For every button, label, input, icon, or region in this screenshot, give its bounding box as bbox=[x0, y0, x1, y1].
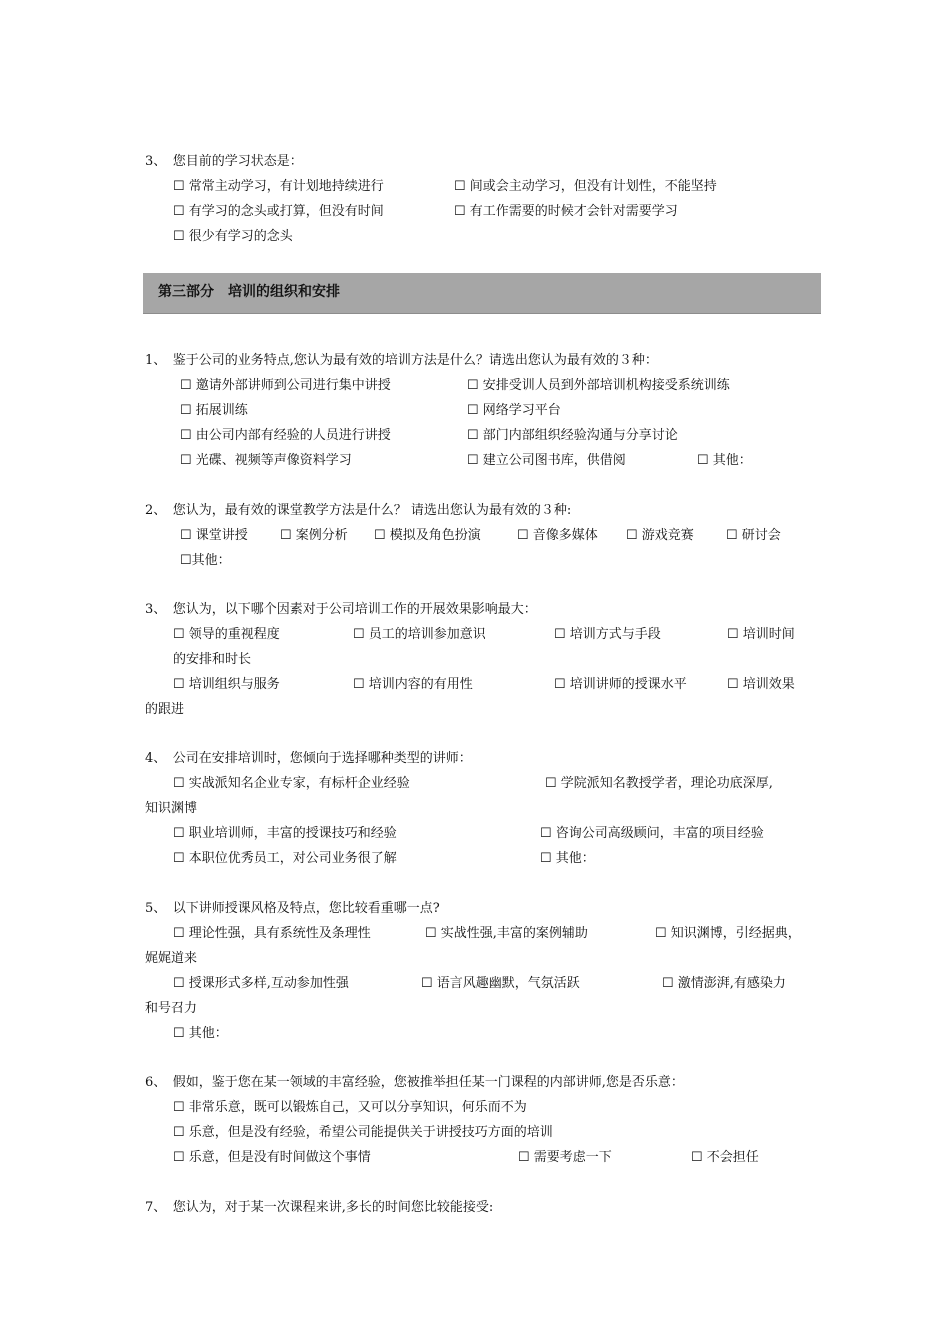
option-checkbox-other[interactable]: ☐ 其他： bbox=[540, 851, 595, 866]
option-checkbox[interactable]: ☐ 邀请外部讲师到公司进行集中讲授 bbox=[180, 378, 391, 393]
option-checkbox[interactable]: ☐ 理论性强，具有系统性及条理性 bbox=[173, 926, 371, 941]
option-checkbox[interactable]: ☐ 实战性强,丰富的案例辅助 bbox=[425, 926, 588, 941]
option-checkbox-other[interactable]: ☐ 其他： bbox=[697, 453, 752, 468]
option-checkbox[interactable]: ☐ 学院派知名教授学者，理论功底深厚, bbox=[545, 776, 773, 791]
option-text-continuation: 娓娓道来 bbox=[145, 951, 198, 966]
option-checkbox[interactable]: ☐ 咨询公司高级顾问，丰富的项目经验 bbox=[540, 826, 764, 841]
option-checkbox[interactable]: ☐ 常常主动学习，有计划地持续进行 bbox=[173, 179, 384, 194]
option-checkbox[interactable]: ☐ 需要考虑一下 bbox=[518, 1150, 612, 1165]
option-checkbox[interactable]: ☐ 知识渊博，引经据典， bbox=[655, 926, 801, 941]
section-header-bar bbox=[143, 273, 821, 314]
option-checkbox[interactable]: ☐ 培训时间 bbox=[727, 627, 795, 642]
option-checkbox[interactable]: ☐ 领导的重视程度 bbox=[173, 627, 280, 642]
option-checkbox[interactable]: ☐ 研讨会 bbox=[726, 528, 781, 543]
option-text-continuation: 和号召力 bbox=[145, 1001, 198, 1016]
option-checkbox[interactable]: ☐ 由公司内部有经验的人员进行讲授 bbox=[180, 428, 391, 443]
option-checkbox[interactable]: ☐ 授课形式多样,互动参加性强 bbox=[173, 976, 349, 991]
question-7-course-duration: 7、 您认为，对于某一次课程来讲,多长的时间您比较能接受: bbox=[145, 1200, 494, 1215]
question-3-study-status: 3、 您目前的学习状态是： bbox=[145, 154, 303, 169]
option-checkbox[interactable]: ☐ 职业培训师，丰富的授课技巧和经验 bbox=[173, 826, 397, 841]
option-checkbox[interactable]: ☐ 实战派知名企业专家，有标杆企业经验 bbox=[173, 776, 410, 791]
option-checkbox[interactable]: ☐ 乐意，但是没有时间做这个事情 bbox=[173, 1150, 371, 1165]
option-checkbox[interactable]: ☐ 间或会主动学习，但没有计划性，不能坚持 bbox=[454, 179, 717, 194]
section-title: 第三部分 培训的组织和安排 bbox=[158, 284, 340, 300]
option-checkbox[interactable]: ☐ 案例分析 bbox=[280, 528, 348, 543]
option-checkbox[interactable]: ☐ 培训方式与手段 bbox=[554, 627, 661, 642]
option-text-continuation: 的安排和时长 bbox=[173, 652, 252, 667]
option-checkbox-other[interactable]: ☐其他： bbox=[180, 553, 231, 568]
question-5-teaching-style: 5、 以下讲师授课风格及特点，您比较看重哪一点? bbox=[145, 901, 440, 916]
option-checkbox[interactable]: ☐ 拓展训练 bbox=[180, 403, 248, 418]
option-checkbox[interactable]: ☐ 培训效果 bbox=[727, 677, 795, 692]
option-checkbox[interactable]: ☐ 模拟及角色扮演 bbox=[374, 528, 481, 543]
question-3-impact-factor: 3、 您认为，以下哪个因素对于公司培训工作的开展效果影响最大： bbox=[145, 602, 537, 617]
option-checkbox[interactable]: ☐ 有工作需要的时候才会针对需要学习 bbox=[454, 204, 678, 219]
option-text-continuation: 知识渊博 bbox=[145, 801, 198, 816]
question-2-teaching-method: 2、 您认为，最有效的课堂教学方法是什么？ 请选出您认为最有效的３种: bbox=[145, 503, 572, 518]
option-checkbox[interactable]: ☐ 安排受训人员到外部培训机构接受系统训练 bbox=[467, 378, 730, 393]
option-checkbox[interactable]: ☐ 非常乐意，既可以锻炼自己，又可以分享知识，何乐而不为 bbox=[173, 1100, 527, 1115]
option-checkbox[interactable]: ☐ 员工的培训参加意识 bbox=[353, 627, 486, 642]
option-checkbox[interactable]: ☐ 培训内容的有用性 bbox=[353, 677, 473, 692]
option-checkbox[interactable]: ☐ 建立公司图书库，供借阅 bbox=[467, 453, 626, 468]
question-1-training-method: 1、 鉴于公司的业务特点,您认为最有效的培训方法是什么？请选出您认为最有效的３种： bbox=[145, 353, 658, 368]
option-text-continuation: 的跟进 bbox=[145, 702, 185, 717]
option-checkbox[interactable]: ☐ 游戏竞赛 bbox=[626, 528, 694, 543]
option-checkbox[interactable]: ☐ 培训讲师的授课水平 bbox=[554, 677, 687, 692]
option-checkbox[interactable]: ☐ 不会担任 bbox=[691, 1150, 759, 1165]
option-checkbox[interactable]: ☐ 激情澎湃,有感染力 bbox=[662, 976, 786, 991]
option-checkbox[interactable]: ☐ 音像多媒体 bbox=[517, 528, 598, 543]
option-checkbox[interactable]: ☐ 部门内部组织经验沟通与分享讨论 bbox=[467, 428, 678, 443]
option-checkbox[interactable]: ☐ 课堂讲授 bbox=[180, 528, 248, 543]
option-checkbox[interactable]: ☐ 网络学习平台 bbox=[467, 403, 561, 418]
option-checkbox[interactable]: ☐ 语言风趣幽默，气氛活跃 bbox=[421, 976, 580, 991]
question-4-trainer-type: 4、 公司在安排培训时，您倾向于选择哪种类型的讲师： bbox=[145, 751, 472, 766]
option-checkbox[interactable]: ☐ 很少有学习的念头 bbox=[173, 229, 293, 244]
option-checkbox[interactable]: ☐ 光碟、视频等声像资料学习 bbox=[180, 453, 352, 468]
option-checkbox[interactable]: ☐ 本职位优秀员工，对公司业务很了解 bbox=[173, 851, 397, 866]
option-checkbox[interactable]: ☐ 培训组织与服务 bbox=[173, 677, 280, 692]
option-checkbox-other[interactable]: ☐ 其他： bbox=[173, 1026, 228, 1041]
option-checkbox[interactable]: ☐ 有学习的念头或打算，但没有时间 bbox=[173, 204, 384, 219]
option-checkbox[interactable]: ☐ 乐意，但是没有经验，希望公司能提供关于讲授技巧方面的培训 bbox=[173, 1125, 553, 1140]
question-6-internal-trainer: 6、 假如，鉴于您在某一领域的丰富经验，您被推举担任某一门课程的内部讲师,您是否乐意： bbox=[145, 1075, 684, 1090]
